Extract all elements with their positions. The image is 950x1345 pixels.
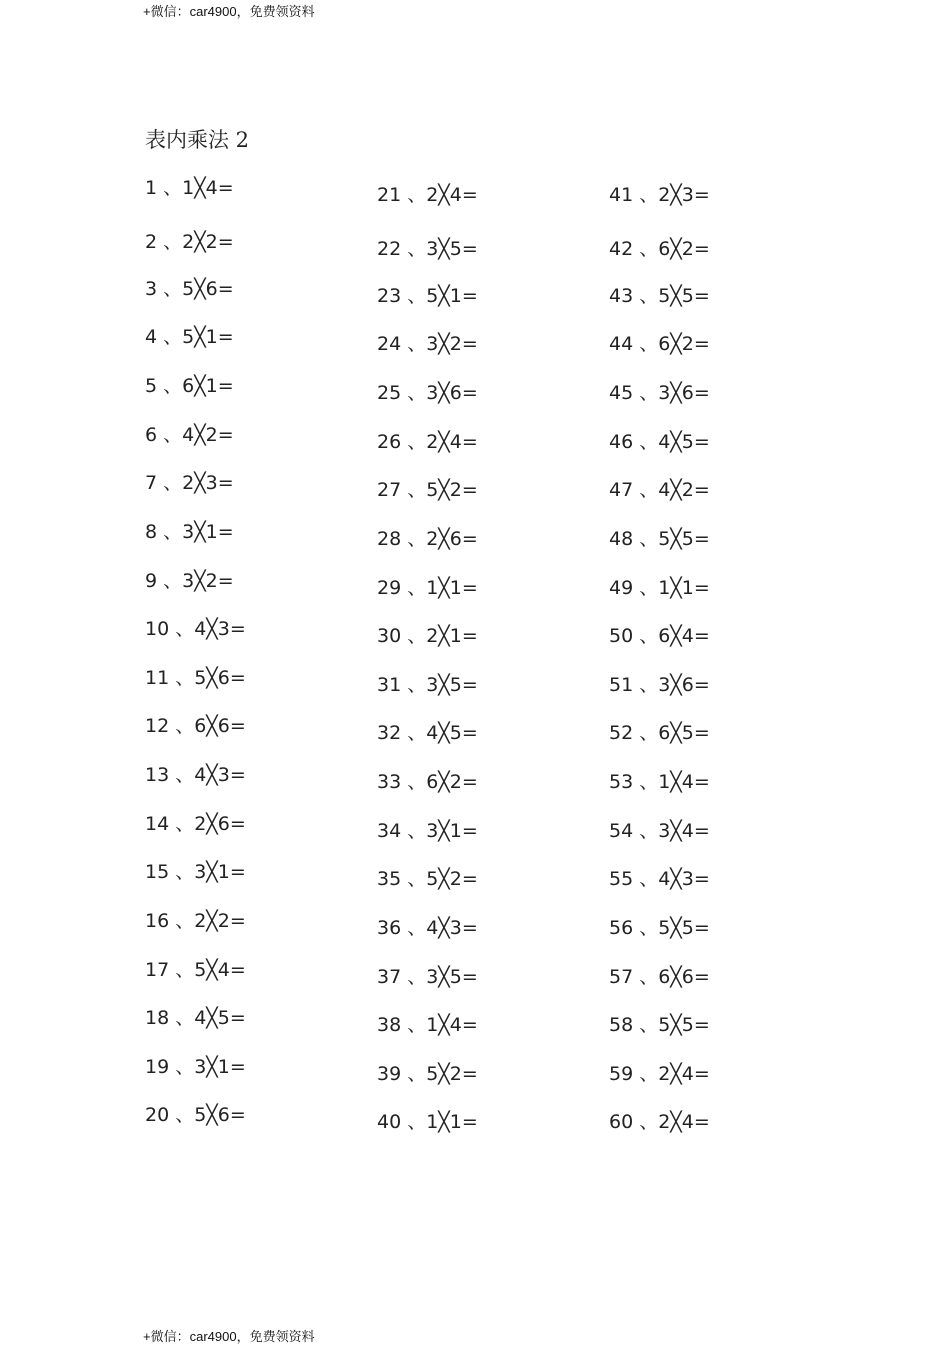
problem-item: 13 、4╳3=: [145, 764, 246, 786]
problem-item: 19 、3╳1=: [145, 1056, 246, 1078]
problem-item: 43 、5╳5=: [609, 285, 710, 307]
problem-item: 55 、4╳3=: [609, 868, 710, 890]
problem-item: 52 、6╳5=: [609, 722, 710, 744]
problem-item: 7 、2╳3=: [145, 472, 234, 494]
problem-item: 11 、5╳6=: [145, 667, 246, 689]
problem-item: 49 、1╳1=: [609, 577, 710, 599]
problem-item: 50 、6╳4=: [609, 625, 710, 647]
problem-item: 16 、2╳2=: [145, 910, 246, 932]
problem-item: 47 、4╳2=: [609, 479, 710, 501]
problem-item: 39 、5╳2=: [377, 1063, 478, 1085]
problem-item: 23 、5╳1=: [377, 285, 478, 307]
problem-item: 57 、6╳6=: [609, 966, 710, 988]
problem-item: 33 、6╳2=: [377, 771, 478, 793]
problem-item: 34 、3╳1=: [377, 820, 478, 842]
problem-item: 25 、3╳6=: [377, 382, 478, 404]
problem-item: 17 、5╳4=: [145, 959, 246, 981]
problem-item: 31 、3╳5=: [377, 674, 478, 696]
problem-item: 37 、3╳5=: [377, 966, 478, 988]
problem-item: 44 、6╳2=: [609, 333, 710, 355]
problem-item: 8 、3╳1=: [145, 521, 234, 543]
problem-item: 2 、2╳2=: [145, 231, 234, 253]
problem-item: 41 、2╳3=: [609, 184, 710, 206]
problem-item: 60 、2╳4=: [609, 1111, 710, 1133]
problem-item: 14 、2╳6=: [145, 813, 246, 835]
problem-item: 27 、5╳2=: [377, 479, 478, 501]
watermark-top: +微信：car4900，免费领资料: [143, 4, 315, 19]
problem-item: 42 、6╳2=: [609, 238, 710, 260]
problem-item: 46 、4╳5=: [609, 431, 710, 453]
problem-item: 21 、2╳4=: [377, 184, 478, 206]
worksheet-title: 表内乘法 2: [145, 128, 250, 152]
problem-item: 29 、1╳1=: [377, 577, 478, 599]
problem-item: 20 、5╳6=: [145, 1104, 246, 1126]
watermark-bottom: +微信：car4900，免费领资料: [143, 1329, 315, 1344]
problem-item: 4 、5╳1=: [145, 326, 234, 348]
problem-item: 1 、1╳4=: [145, 177, 234, 199]
problem-item: 5 、6╳1=: [145, 375, 234, 397]
problem-item: 22 、3╳5=: [377, 238, 478, 260]
problem-item: 59 、2╳4=: [609, 1063, 710, 1085]
problem-item: 53 、1╳4=: [609, 771, 710, 793]
problem-item: 35 、5╳2=: [377, 868, 478, 890]
problem-item: 58 、5╳5=: [609, 1014, 710, 1036]
problem-item: 51 、3╳6=: [609, 674, 710, 696]
problem-item: 9 、3╳2=: [145, 570, 234, 592]
problem-item: 15 、3╳1=: [145, 861, 246, 883]
problem-item: 36 、4╳3=: [377, 917, 478, 939]
problem-item: 38 、1╳4=: [377, 1014, 478, 1036]
problem-item: 56 、5╳5=: [609, 917, 710, 939]
problem-item: 54 、3╳4=: [609, 820, 710, 842]
problem-item: 30 、2╳1=: [377, 625, 478, 647]
problem-item: 40 、1╳1=: [377, 1111, 478, 1133]
problem-item: 24 、3╳2=: [377, 333, 478, 355]
problem-item: 48 、5╳5=: [609, 528, 710, 550]
problem-item: 28 、2╳6=: [377, 528, 478, 550]
problem-item: 3 、5╳6=: [145, 278, 234, 300]
problem-item: 18 、4╳5=: [145, 1007, 246, 1029]
problem-item: 10 、4╳3=: [145, 618, 246, 640]
problem-item: 32 、4╳5=: [377, 722, 478, 744]
problem-item: 45 、3╳6=: [609, 382, 710, 404]
problem-item: 12 、6╳6=: [145, 715, 246, 737]
problem-item: 6 、4╳2=: [145, 424, 234, 446]
problem-item: 26 、2╳4=: [377, 431, 478, 453]
